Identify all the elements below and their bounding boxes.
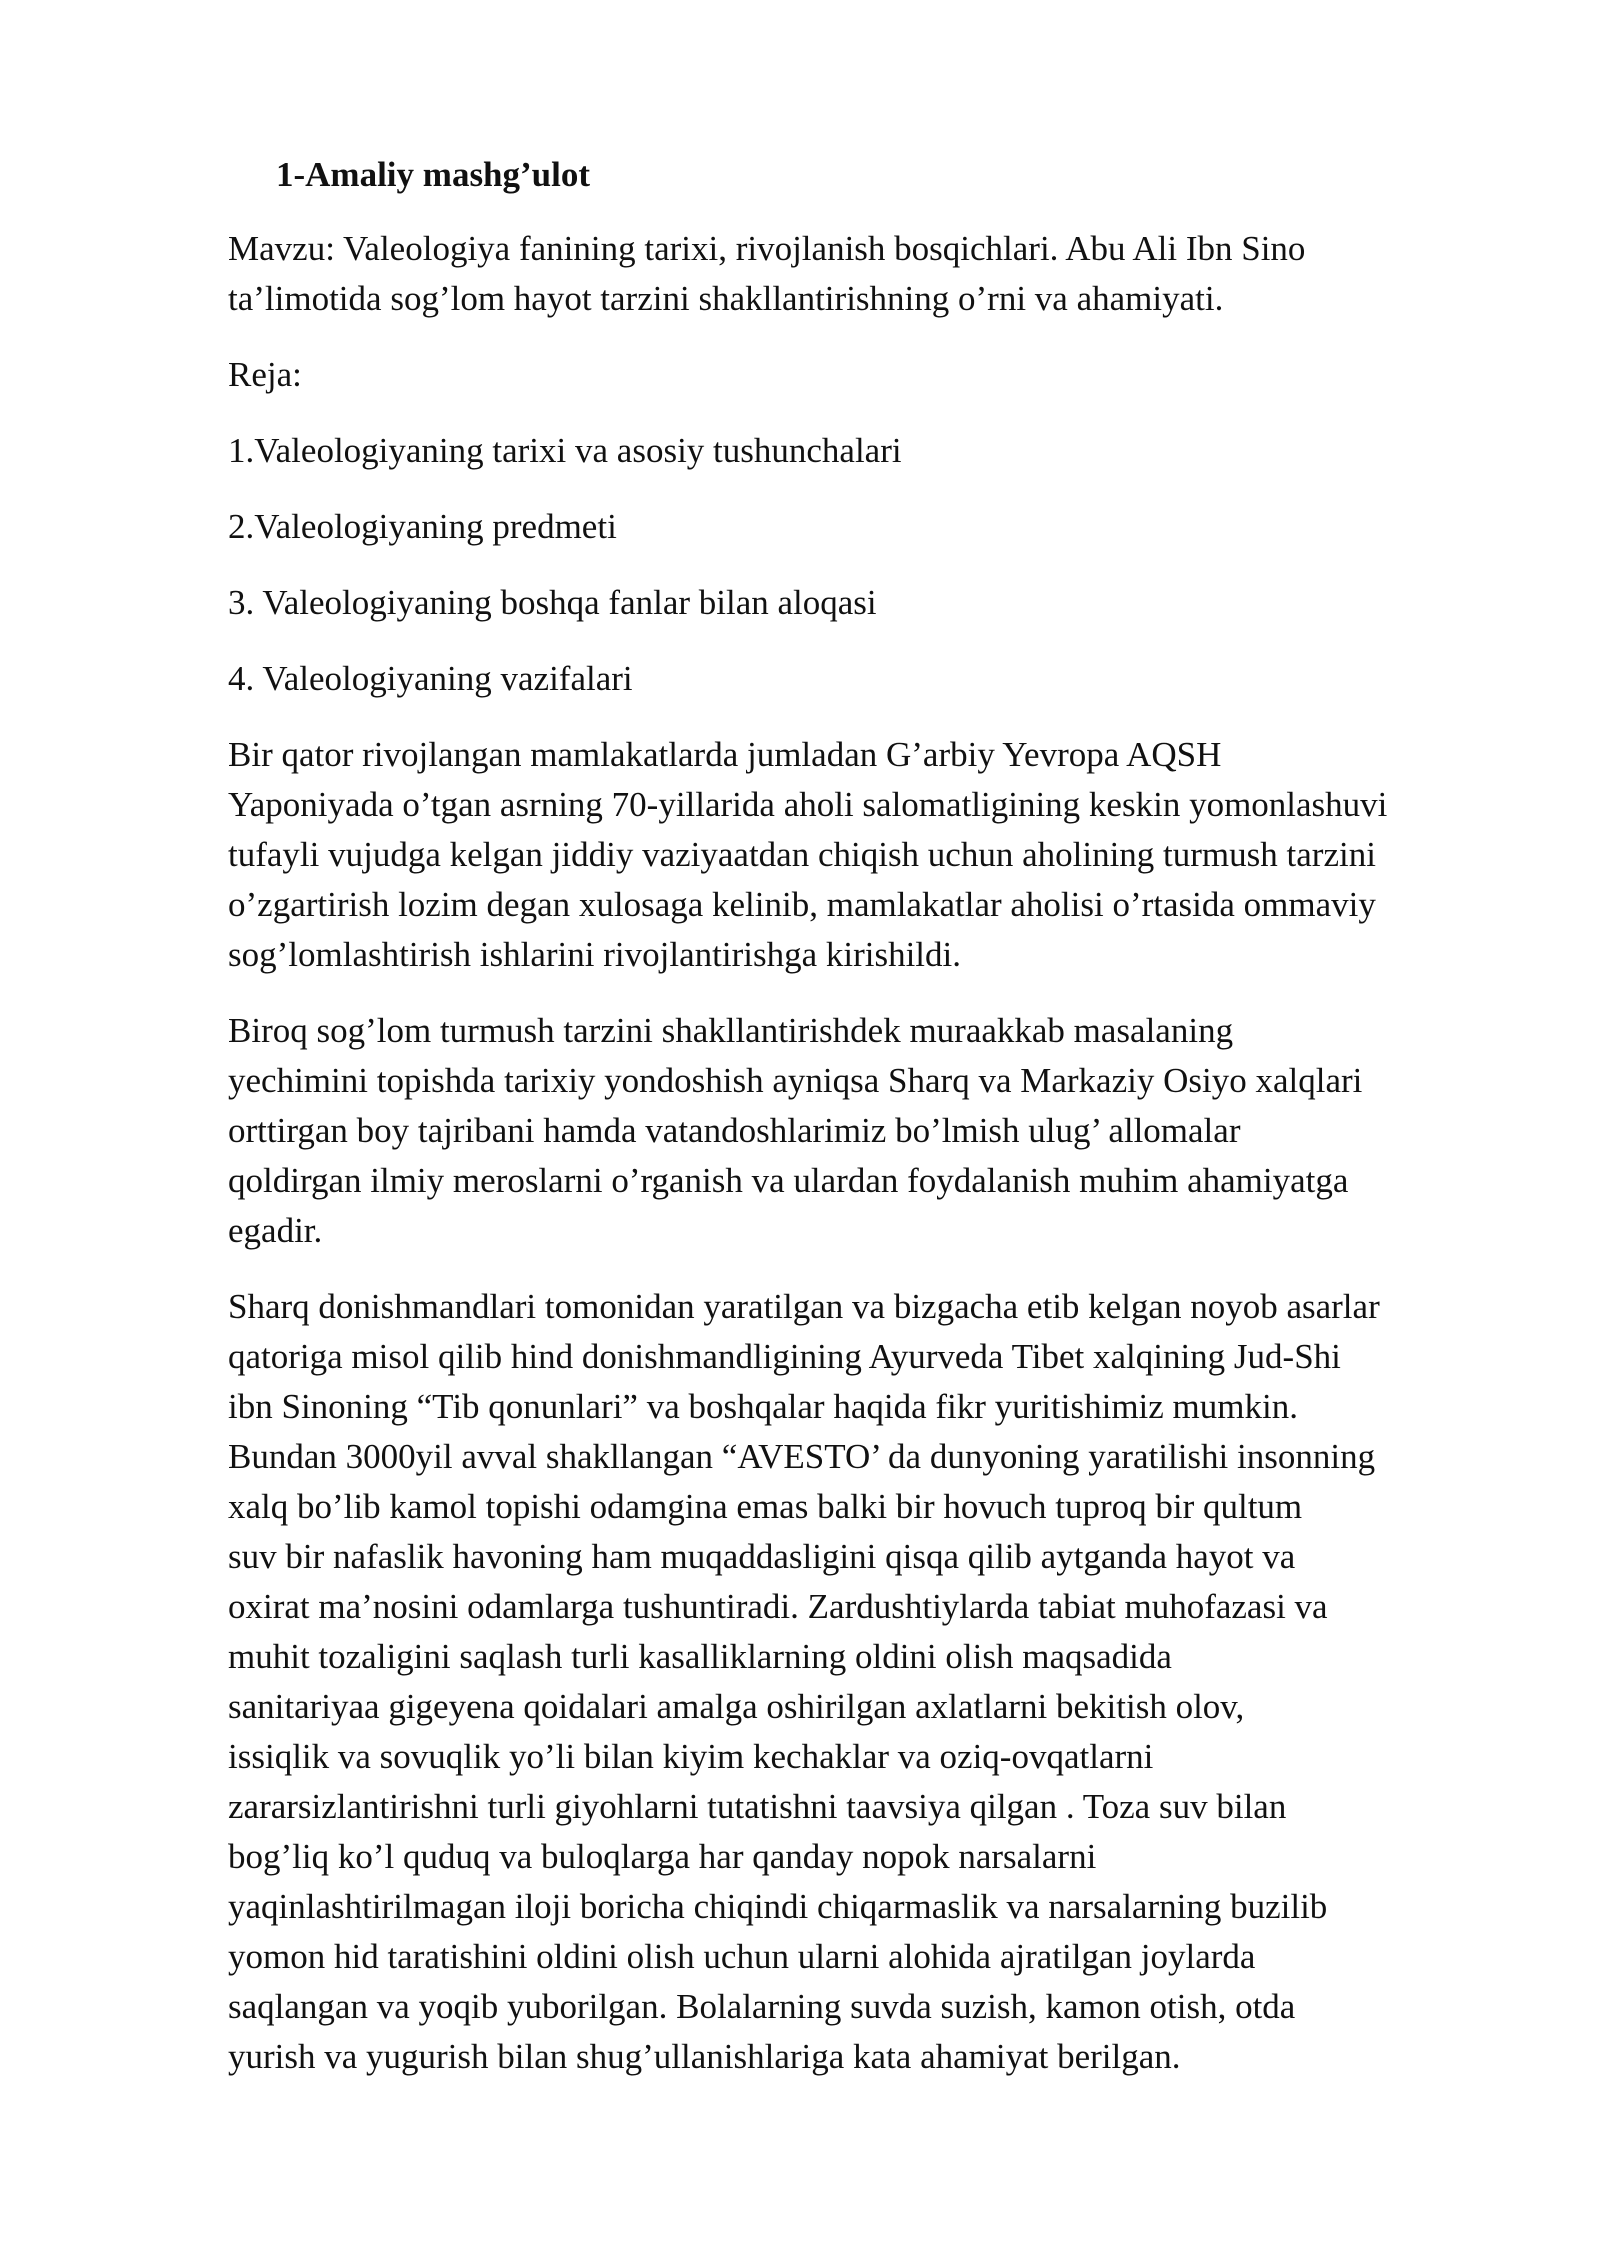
plan-heading: Reja: [228, 355, 302, 394]
plan-item-3: 3. Valeologiyaning boshqa fanlar bilan aloqasi [228, 583, 877, 622]
body-paragraph-2: Biroq sog’lom turmush tarzini shakllantirishdek muraakkab masalaning yechimini topishda tarixiy yondoshish ayniqsa Sharq va Markaziy Osiyo xalqlari orttirgan boy tajribani hamda vatandoshlarimiz bo’lmish ulug’ allomalar qoldirgan ilmiy meroslarni o’rganish va ulardan foydalanish muhim ahamiyatga egadir. [228, 1011, 1363, 1250]
document-body [228, 150, 1498, 2108]
plan-list [228, 426, 1498, 704]
topic-paragraph: Mavzu: Valeologiya fanining tarixi, rivojlanish bosqichlari. Abu Ali Ibn Sino ta’limotida sog’lom hayot tarzini shakllantirishning o’rni va ahamiyati. [228, 229, 1306, 318]
plan-item-2: 2.Valeologiyaning predmeti [228, 507, 617, 546]
body-paragraph-3: Sharq donishmandlari tomonidan yaratilgan va bizgacha etib kelgan noyob asarlar qatoriga misol qilib hind donishmandligining Ayurveda Tibet xalqining Jud-Shi ibn Sinoning “Tib qonunlari” va boshqalar haqida fikr yuritishimiz mumkin. Bundan 3000yil avval shakllangan “AVESTO’ da dunyoning yaratilishi insonning xalq bo’lib kamol topishi odamgina emas balki bir hovuch tuproq bir qultum suv bir nafaslik havoning ham muqaddasligini qisqa qilib aytganda hayot va oxirat ma’nosini odamlarga tushuntiradi. Zardushtiylarda tabiat muhofazasi va muhit tozaligini saqlash turli kasalliklarning oldini olish maqsadida sanitariyaa gigeyena qoidalari amalga oshirilgan axlatlarni bekitish olov, issiqlik va sovuqlik yo’li bilan kiyim kechaklar va oziq-ovqatlarni zararsizlantirishni turli giyohlarni tutatishni taavsiya qilgan . Toza suv bilan bog’liq ko’l quduq va buloqlarga har qanday nopok narsalarni yaqinlashtirilmagan iloji boricha chiqindi chiqarmaslik va narsalarning buzilib yomon hid taratishini oldini olish uchun ularni alohida ajratilgan joylarda saqlangan va yoqib yuborilgan. Bolalarning suvda suzish, kamon otish, otda yurish va yugurish bilan shug’ullanishlariga kata ahamiyat berilgan. [228, 1287, 1380, 2076]
page-title: 1-Amaliy mashg’ulot [276, 155, 591, 194]
plan-item-4: 4. Valeologiyaning vazifalari [228, 659, 633, 698]
plan-item-1: 1.Valeologiyaning tarixi va asosiy tushunchalari [228, 431, 902, 470]
body-paragraph-1: Bir qator rivojlangan mamlakatlarda jumladan G’arbiy Yevropa AQSH Yaponiyada o’tgan asrning 70-yillarida aholi salomatligining keskin yomonlashuvi tufayli vujudga kelgan jiddiy vaziyaatdan chiqish uchun aholining turmush tarzini o’zgartirish lozim degan xulosaga kelinib, mamlakatlar aholisi o’rtasida ommaviy sog’lomlashtirish ishlarini rivojlantirishga kirishildi. [228, 735, 1388, 974]
